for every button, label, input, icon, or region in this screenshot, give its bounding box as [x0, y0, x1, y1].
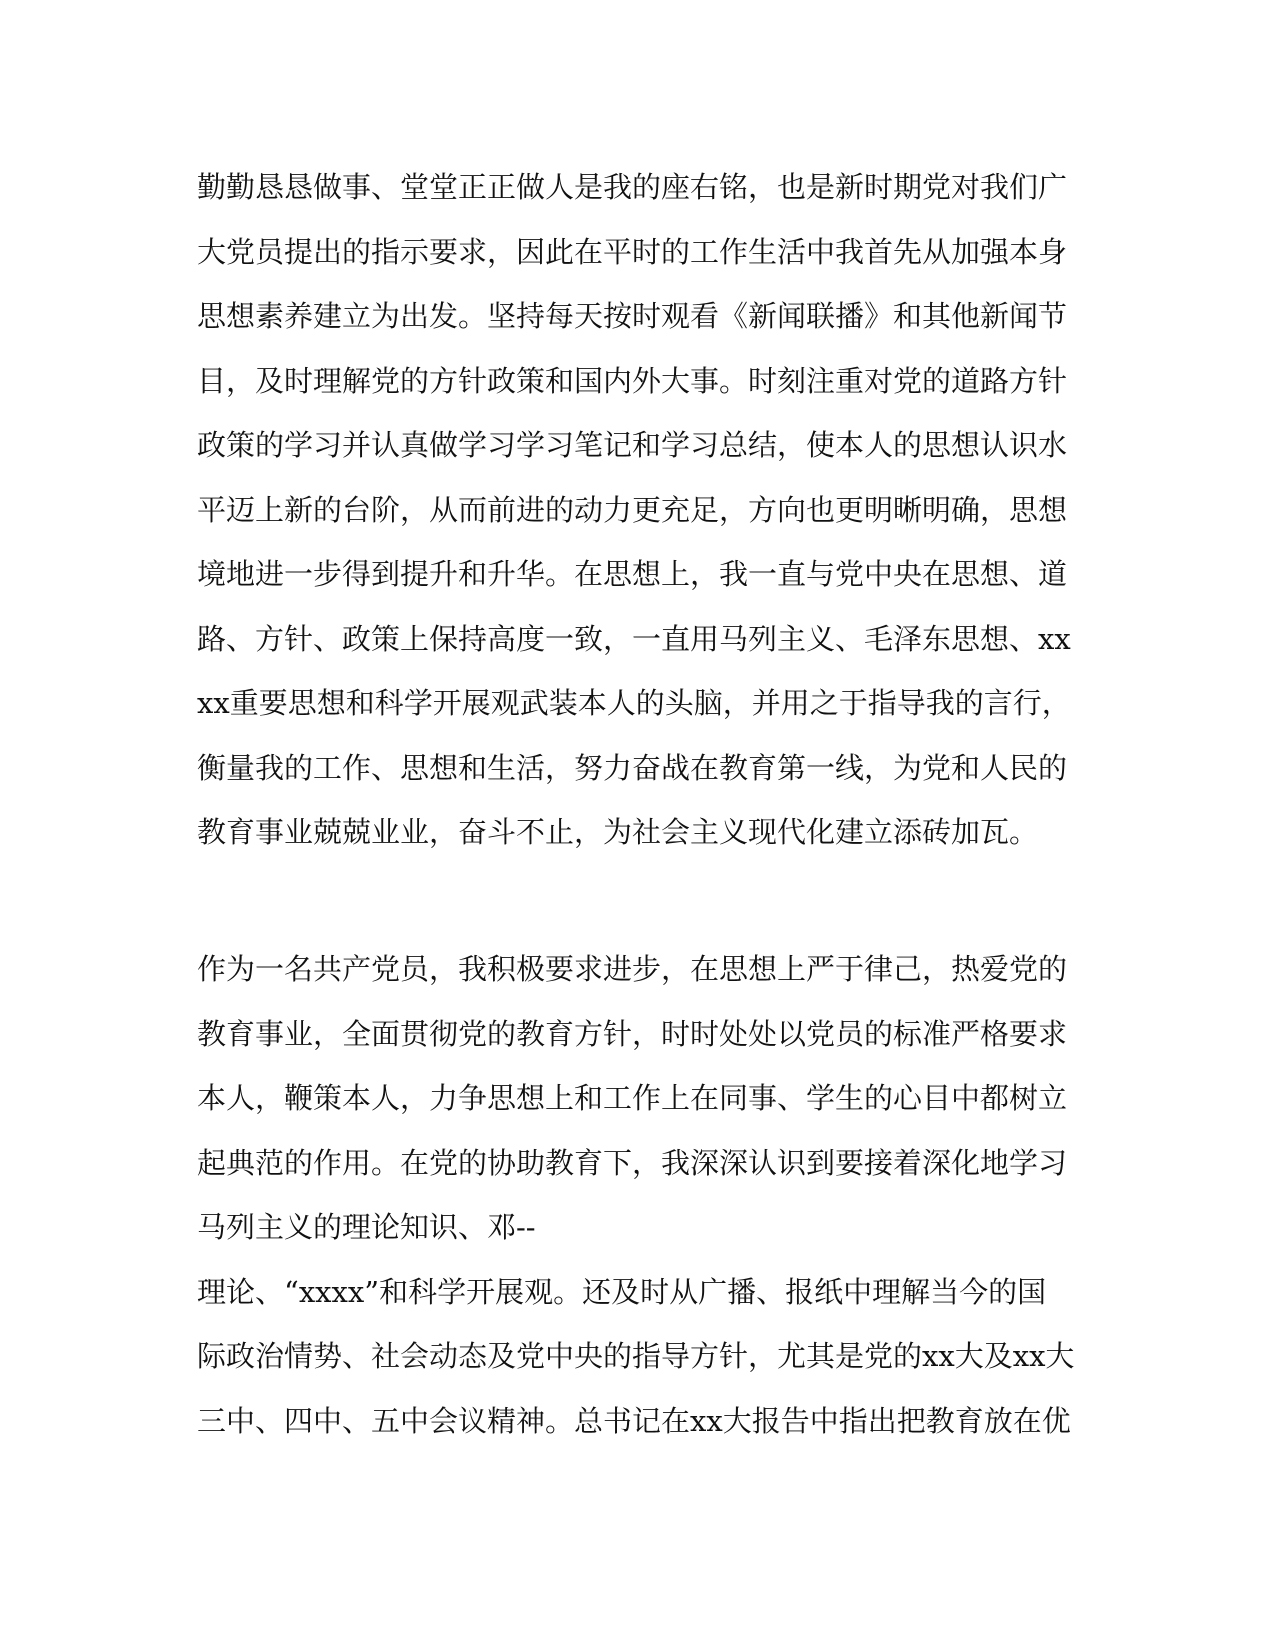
- text-line: 思想素养建立为出发。坚持每天按时观看《新闻联播》和其他新闻节: [197, 299, 1068, 333]
- text-line: 勤勤恳恳做事、堂堂正正做人是我的座右铭，也是新时期党对我们广: [197, 170, 1068, 204]
- text-line: 政策的学习并认真做学习学习笔记和学习总结，使本人的思想认识水: [197, 428, 1068, 462]
- text-line: 路、方针、政策上保持高度一致，一直用马列主义、毛泽东思想、xx: [197, 621, 1071, 656]
- text-line: 作为一名共产党员，我积极要求进步，在思想上严于律己，热爱党的: [197, 952, 1068, 986]
- text-line: 目，及时理解党的方针政策和国内外大事。时刻注重对党的道路方针: [197, 363, 1068, 398]
- text-line: xx重要思想和科学开展观武装本人的头脑，并用之于指导我的言行，: [197, 686, 1071, 720]
- text-line: 起典范的作用。在党的协助教育下，我深深认识到要接着深化地学习: [197, 1145, 1068, 1180]
- text-line: 马列主义的理论知识、邓--: [197, 1210, 536, 1244]
- text-line: 三中、四中、五中会议精神。总书记在xx大报告中指出把教育放在优: [197, 1403, 1071, 1438]
- text-line: 本人，鞭策本人，力争思想上和工作上在同事、学生的心目中都树立: [197, 1081, 1068, 1115]
- text-line: 际政治情势、社会动态及党中央的指导方针，尤其是党的xx大及xx大: [197, 1339, 1075, 1373]
- text-line: 平迈上新的台阶，从而前进的动力更充足，方向也更明晰明确，思想: [197, 492, 1068, 527]
- text-line: 教育事业，全面贯彻党的教育方针，时时处处以党员的标准严格要求: [197, 1016, 1068, 1051]
- text-line: 大党员提出的指示要求，因此在平时的工作生活中我首先从加强本身: [197, 234, 1068, 269]
- text-line: 境地进一步得到提升和升华。在思想上，我一直与党中央在思想、道: [197, 557, 1068, 591]
- paragraph-2: [197, 937, 1077, 1453]
- paragraph-1: [197, 155, 1077, 865]
- text-line: 衡量我的工作、思想和生活，努力奋战在教育第一线，为党和人民的: [197, 750, 1068, 785]
- text-line: 教育事业兢兢业业，奋斗不止，为社会主义现代化建立添砖加瓦。: [197, 815, 1039, 849]
- text-line: 理论、“xxxx”和科学开展观。还及时从广播、报纸中理解当今的国: [197, 1274, 1047, 1309]
